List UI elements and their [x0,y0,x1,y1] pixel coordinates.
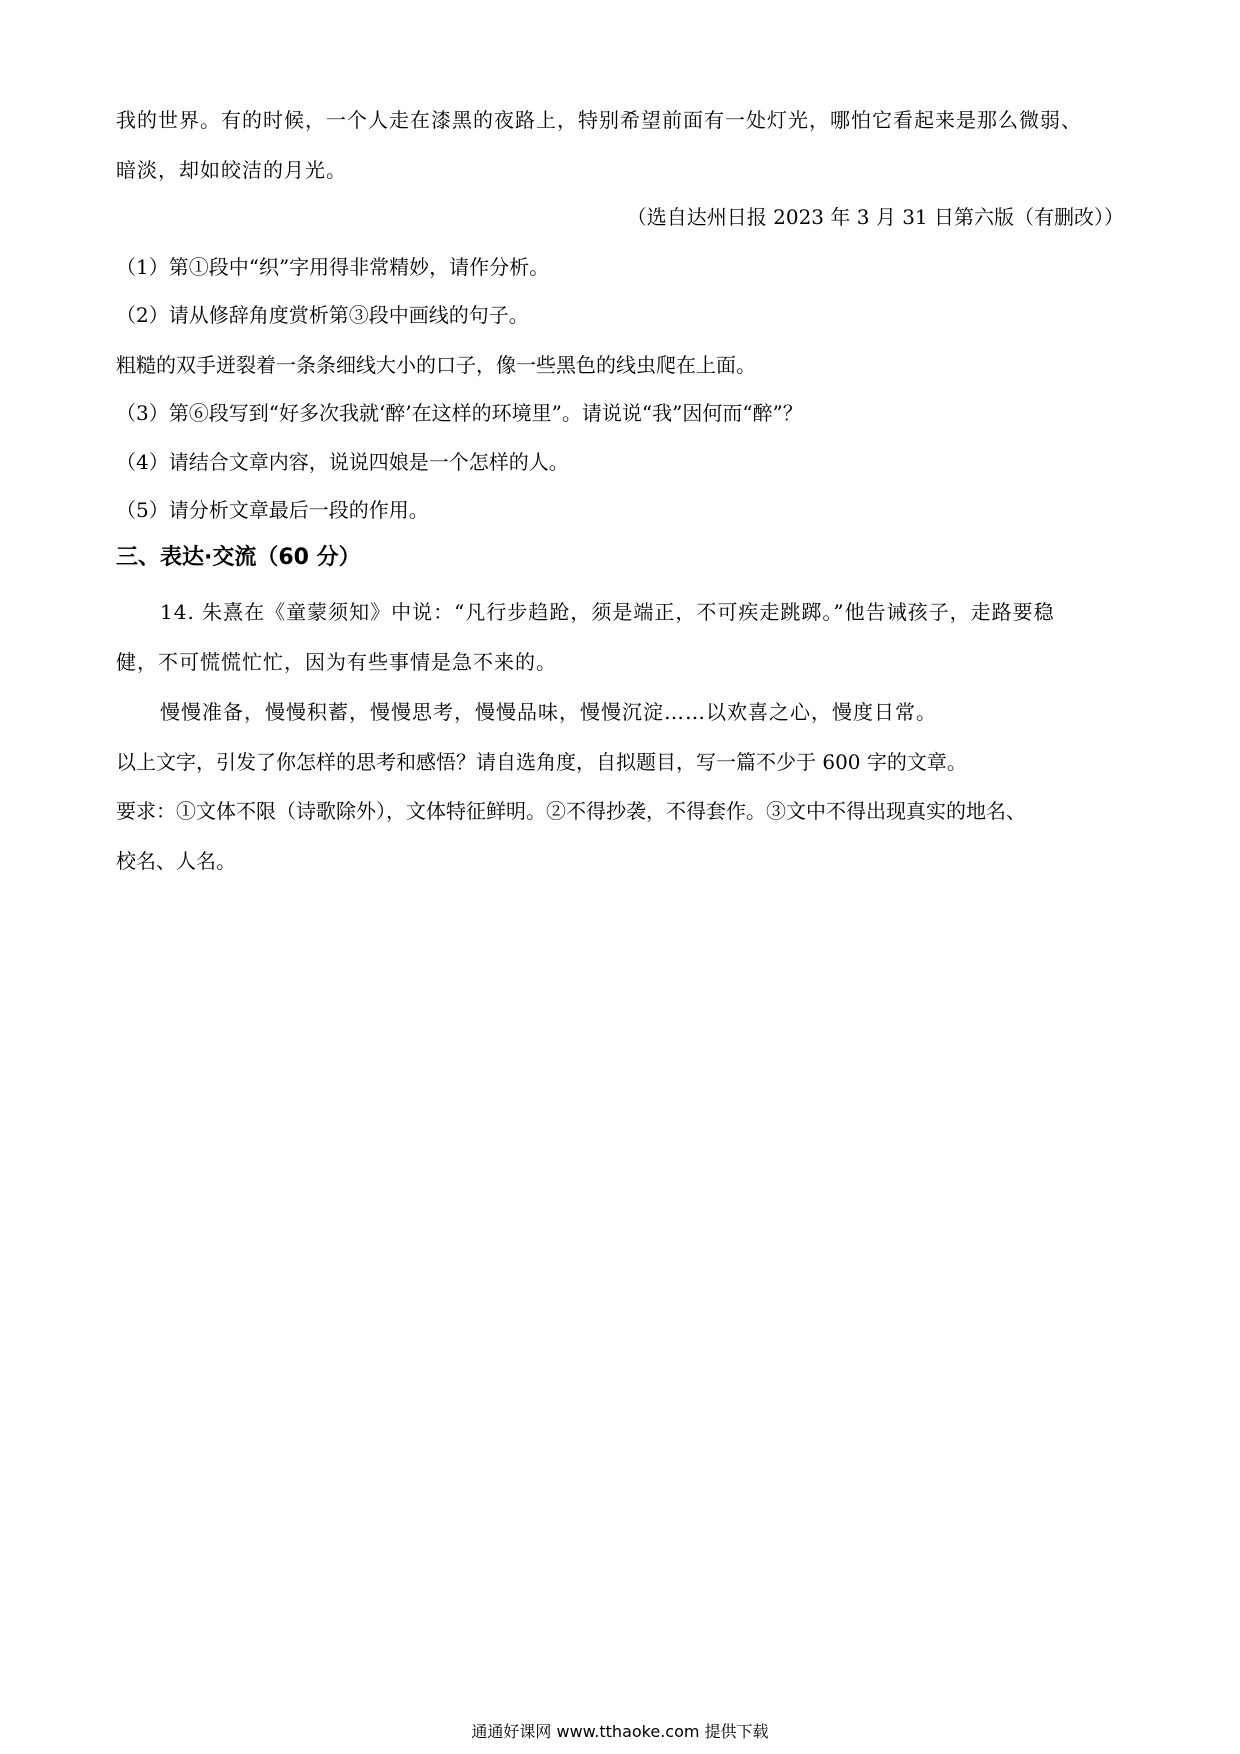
essay-requirements-line-1: 要求：①文体不限（诗歌除外），文体特征鲜明。②不得抄袭，不得套作。③文中不得出现真实的地名、 [116,799,1026,823]
question-1: （1）第①段中“织”字用得非常精妙，请作分析。 [116,255,550,279]
essay-requirements-line-2: 校名、人名。 [116,849,236,873]
page-footer: 通通好课网 www.tthaoke.com 提供下载 [471,1722,769,1741]
section-heading: 三、表达·交流（60 分） [116,545,361,570]
passage-line-1: 我的世界。有的时候，一个人走在漆黑的夜路上，特别希望前面有一处灯光，哪怕它看起来是那么微弱、 [116,108,1082,132]
question-14-line-1: 14. 朱熹在《童蒙须知》中说：“凡行步趋跄，须是端正，不可疾走跳踯。”他告诫孩子，走路要稳 [160,600,1055,624]
question-14-line-2: 健，不可慌慌忙忙，因为有些事情是急不来的。 [116,650,557,674]
question-5: （5）请分析文章最后一段的作用。 [116,498,429,522]
essay-prompt: 以上文字，引发了你怎样的思考和感悟？请自选角度，自拟题目，写一篇不少于 600 字的文章。 [116,750,967,774]
question-3: （3）第⑥段写到“好多次我就‘醉’在这样的环境里”。请说说“我”因何而“醉”？ [116,401,803,425]
question-2: （2）请从修辞角度赏析第③段中画线的句子。 [116,303,529,327]
question-2-sentence: 粗糙的双手迸裂着一条条细线大小的口子，像一些黑色的线虫爬在上面。 [116,353,756,377]
question-4: （4）请结合文章内容，说说四娘是一个怎样的人。 [116,450,569,474]
question-14-line-3: 慢慢准备，慢慢积蓄，慢慢思考，慢慢品味，慢慢沉淀……以欢喜之心，慢度日常。 [160,700,937,724]
passage-source: （选自达州日报 2023 年 3 月 31 日第六版（有删改）） [626,205,1124,229]
passage-line-2: 暗淡，却如皎洁的月光。 [116,158,347,182]
